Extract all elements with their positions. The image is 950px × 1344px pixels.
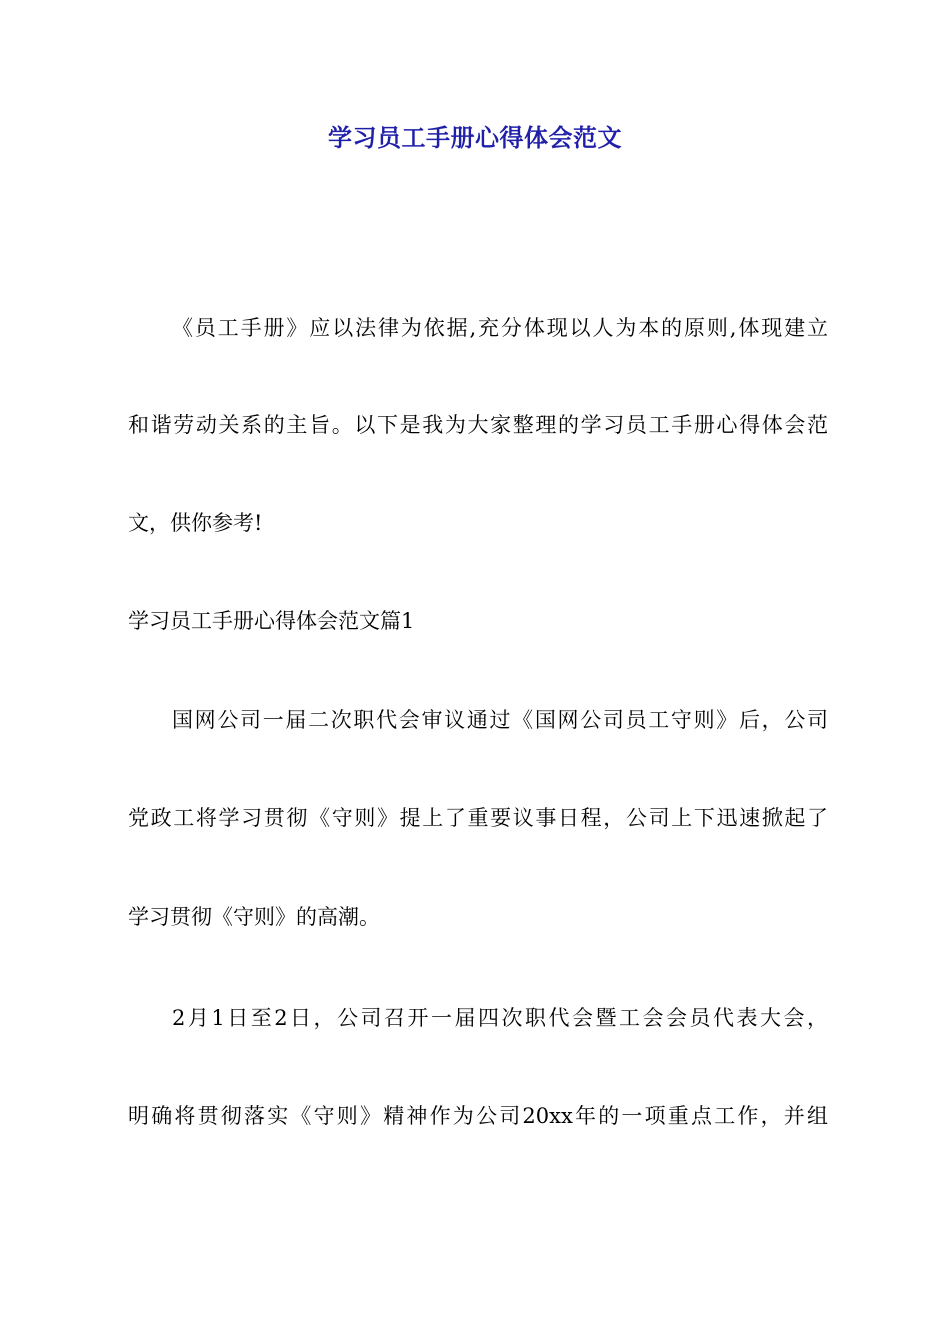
section-heading: 学习员工手册心得体会范文篇1: [128, 609, 415, 633]
paragraph-line: 学习贯彻《守则》的高潮。: [128, 905, 380, 929]
paragraph-line: 国网公司一届二次职代会审议通过《国网公司员工守则》后，公司: [172, 708, 828, 732]
paragraph-line: 2月1日至2日，公司召开一届四次职代会暨工会会员代表大会，: [172, 1006, 828, 1030]
paragraph-line: 党政工将学习贯彻《守则》提上了重要议事日程，公司上下迅速掀起了: [128, 806, 828, 830]
paragraph-line: 文，供你参考!: [128, 511, 263, 535]
paragraph-line: 明确将贯彻落实《守则》精神作为公司20xx年的一项重点工作，并组: [128, 1104, 828, 1128]
document-title: 学习员工手册心得体会范文: [328, 124, 622, 152]
paragraph-line: 和谐劳动关系的主旨。以下是我为大家整理的学习员工手册心得体会范: [128, 413, 828, 437]
paragraph-line: 《员工手册》应以法律为依据,充分体现以人为本的原则,体现建立: [172, 316, 828, 340]
